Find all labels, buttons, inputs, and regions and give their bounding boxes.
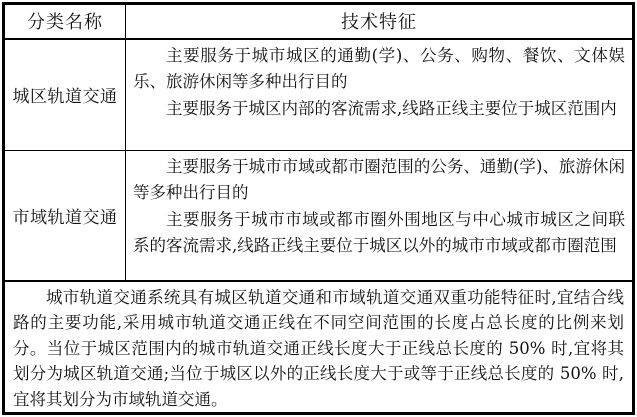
table-row-urban-rail <box>5 40 632 151</box>
feature-paragraph: 主要服务于城区内部的客流需求,线路正线主要位于城区范围内 <box>166 98 617 118</box>
table-note-row <box>5 282 632 413</box>
table-header-row <box>5 5 632 40</box>
classification-table <box>2 2 635 415</box>
row-label-suburban-rail: 市域轨道交通 <box>5 151 126 280</box>
feature-paragraph: 主要服务于城市市域或都市圈外围地区与中心城市城区之间联系的客流需求,线路正线主要位于城区以外的城市市域或都市圈范围 <box>133 209 625 256</box>
feature-paragraph: 主要服务于城市市域或都市圈范围的公务、通勤(学)、旅游休闲等多种出行目的 <box>133 156 625 203</box>
header-technical-features: 技术特征 <box>341 12 417 34</box>
table-row-suburban-rail <box>5 151 632 282</box>
feature-paragraph: 主要服务于城市城区的通勤(学)、公务、购物、餐饮、文体娱乐、旅游休闲等多种出行目的 <box>133 45 625 92</box>
features-suburban-rail <box>126 151 632 280</box>
row-label-urban-rail: 城区轨道交通 <box>5 40 126 150</box>
header-classification-name: 分类名称 <box>5 5 126 38</box>
classification-note-text: 城市轨道交通系统具有城区轨道交通和市域轨道交通双重功能特征时,宜结合线路的主要功能,采用城市轨道交通正线在不同空间范围的长度占总长度的比例来划分。当位于城区范围内的城市轨道交通正线长度大于正线总长度的 50% 时,宜将其划分为城区轨道交通;当位于城区以外的正线长度大于或等于正线总长度的 50% 时,宜将其划分为市域轨道交通。 <box>13 287 624 409</box>
features-urban-rail <box>126 40 632 150</box>
